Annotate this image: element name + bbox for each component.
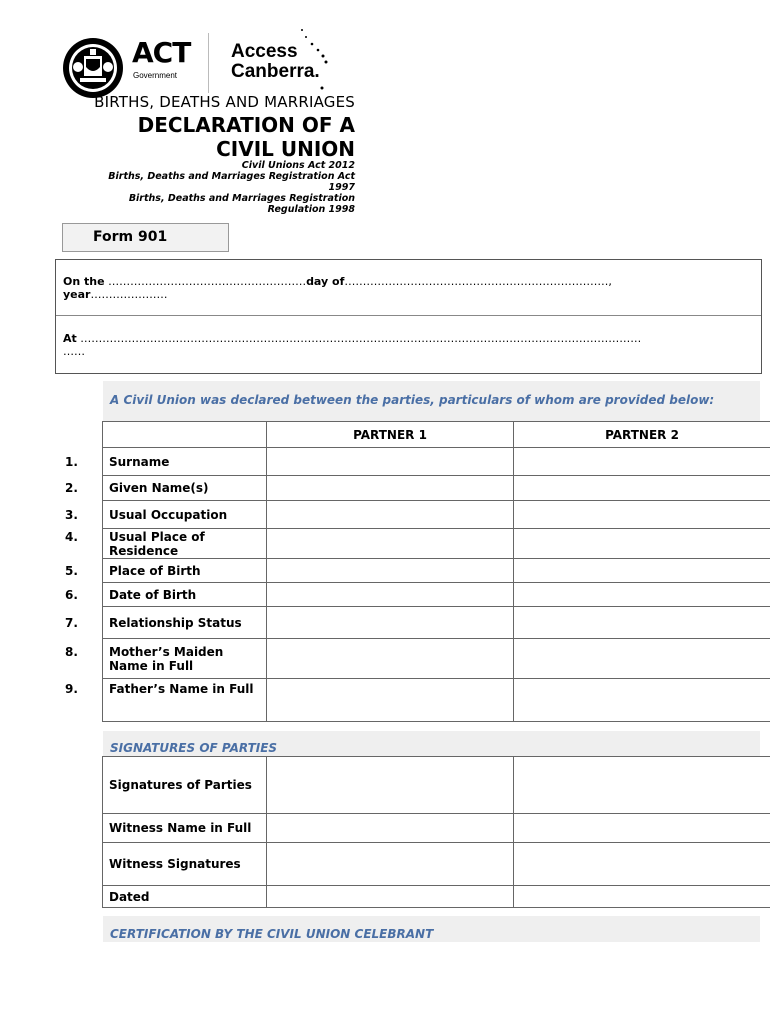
partner2-birthplace-field[interactable] [514,559,770,583]
partner1-dob-field[interactable] [267,583,514,607]
table-row [103,607,770,639]
logo-canberra-text: Canberra. [231,61,320,82]
day-of-label: day of [306,275,345,288]
on-the-label: On the [63,275,105,288]
date-line [63,275,753,301]
table-row [103,559,770,583]
table-row [103,886,770,908]
row-label: 1. Surname [103,448,267,476]
partner1-signature-field[interactable] [267,757,514,814]
row-label: 8. Mother’s Maiden Name in Full [103,639,267,679]
signatures-heading: SIGNATURES OF PARTIES [103,731,760,756]
partner1-given-names-field[interactable] [267,476,514,501]
legislation-list [55,160,355,215]
table-row [103,529,770,559]
partner1-father-name-field[interactable] [267,679,514,722]
partner2-occupation-field[interactable] [514,501,770,529]
department-name: BIRTHS, DEATHS AND MARRIAGES [94,93,355,111]
row-label: Dated [103,886,267,908]
day-of-field[interactable]: ………………………………………………………………, [344,275,612,288]
partner2-relationship-field[interactable] [514,607,770,639]
table-row [103,501,770,529]
at-label: At [63,332,77,345]
table-row [103,679,770,722]
partner1-dated-field[interactable] [267,886,514,908]
place-line [63,332,753,358]
page-title-line2: CIVIL UNION [216,137,355,161]
table-row [103,639,770,679]
table-row [103,757,770,814]
partner1-birthplace-field[interactable] [267,559,514,583]
logo-dots-icon [298,28,332,92]
row-label: Witness Name in Full [103,814,267,843]
row-label: 6. Date of Birth [103,583,267,607]
act-government-seal-icon [62,37,124,99]
signatures-table [102,756,770,908]
partner1-occupation-field[interactable] [267,501,514,529]
table-header-blank [103,422,267,448]
logo-government-text: Government [133,71,178,80]
row-label: 5. Place of Birth [103,559,267,583]
row-label: 9. Father’s Name in Full [103,679,267,722]
partner2-father-name-field[interactable] [514,679,770,722]
table-row [103,814,770,843]
year-label: year [63,288,91,301]
partner2-surname-field[interactable] [514,448,770,476]
witness1-signature-field[interactable] [267,843,514,886]
partner1-mother-name-field[interactable] [267,639,514,679]
particulars-heading: A Civil Union was declared between the parties, particulars of whom are provided below: [103,381,760,421]
partner2-residence-field[interactable] [514,529,770,559]
row-label: 7. Relationship Status [103,607,267,639]
witness1-name-field[interactable] [267,814,514,843]
table-row [103,448,770,476]
partner2-dated-field[interactable] [514,886,770,908]
row-label: 4. Usual Place of Residence [103,529,267,559]
year-field[interactable]: ………………… [90,288,168,301]
table-header-row [103,422,770,448]
partner2-header: PARTNER 2 [514,422,770,448]
certification-heading: CERTIFICATION BY THE CIVIL UNION CELEBRANT [103,916,760,942]
partner2-dob-field[interactable] [514,583,770,607]
on-the-field[interactable]: ……………………………………………… [108,275,307,288]
logo-act-text: ACT [132,36,191,69]
logo-divider [208,33,209,93]
date-place-box [55,259,762,374]
table-row [103,476,770,501]
legislation-line: Births, Deaths and Marriages Registration [128,193,355,204]
logo-access-text: Access [231,41,298,62]
row-label: 3. Usual Occupation [103,501,267,529]
date-divider [56,315,761,316]
legislation-line: 1997 [328,182,355,193]
page-title-line1: DECLARATION OF A [137,113,355,137]
table-row [103,583,770,607]
partner2-mother-name-field[interactable] [514,639,770,679]
partner1-residence-field[interactable] [267,529,514,559]
legislation-line: Regulation 1998 [267,204,355,215]
partner2-signature-field[interactable] [514,757,770,814]
row-label: Signatures of Parties [103,757,267,814]
form-number-badge: Form 901 [62,223,229,252]
partner1-surname-field[interactable] [267,448,514,476]
witness2-signature-field[interactable] [514,843,770,886]
partner1-header: PARTNER 1 [267,422,514,448]
partner1-relationship-field[interactable] [267,607,514,639]
partner2-given-names-field[interactable] [514,476,770,501]
row-label: 2. Given Name(s) [103,476,267,501]
table-row [103,843,770,886]
legislation-line: Births, Deaths and Marriages Registration Act [108,171,355,182]
legislation-line: Civil Unions Act 2012 [241,160,355,171]
at-field-continued[interactable]: …… [63,345,85,358]
particulars-table [65,421,770,722]
row-label: Witness Signatures [103,843,267,886]
witness2-name-field[interactable] [514,814,770,843]
at-field[interactable]: ……………………………………………………………………………………………………………………………………… [80,332,642,345]
